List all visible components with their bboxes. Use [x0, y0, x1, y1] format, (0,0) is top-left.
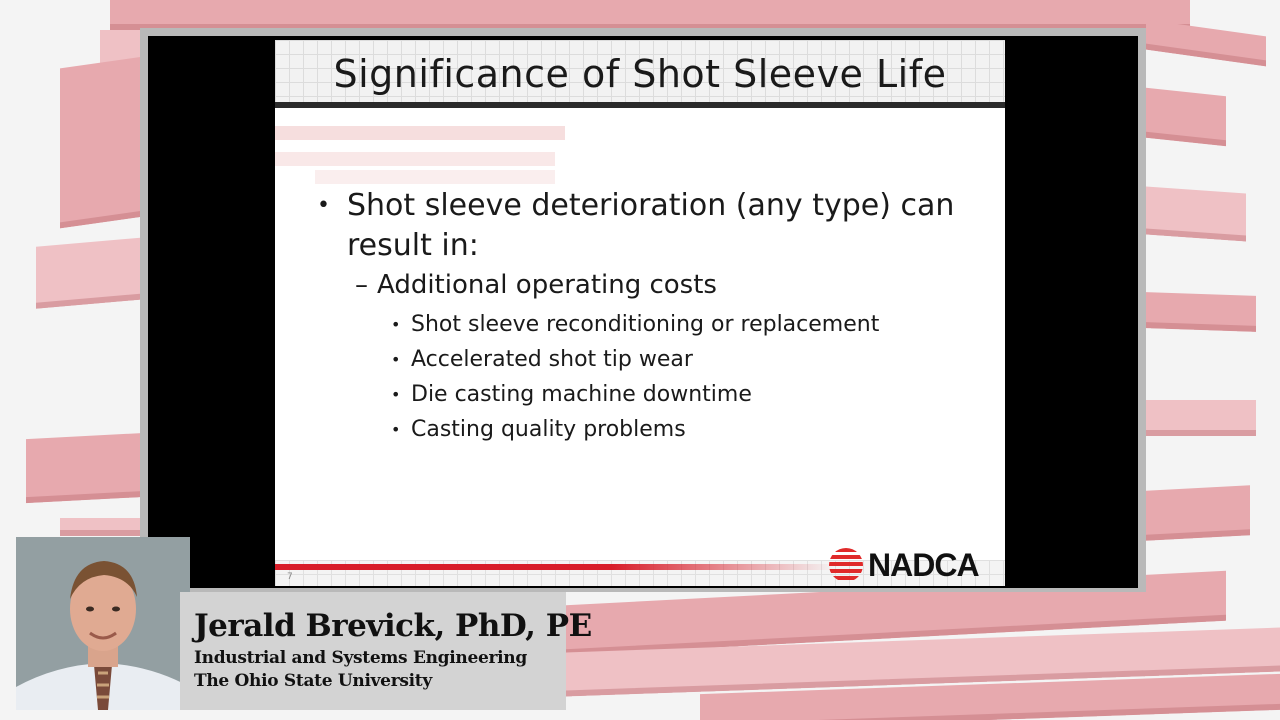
- presenter-portrait: [16, 537, 190, 710]
- bg-bar: [1146, 485, 1250, 540]
- presenter-university: The Ohio State University: [194, 671, 432, 691]
- bg-bar: [36, 237, 146, 309]
- bullet-text: Shot sleeve deterioration (any type) can result in:: [347, 188, 955, 263]
- item-text: Shot sleeve reconditioning or replacement: [411, 312, 880, 337]
- bg-bar: [1146, 187, 1246, 242]
- item-text: Die casting machine downtime: [411, 382, 752, 407]
- bg-bar: [1146, 20, 1266, 67]
- bg-bar: [60, 56, 150, 229]
- bullet-dot-icon: •: [391, 315, 401, 334]
- item-text: Casting quality problems: [411, 417, 686, 442]
- slide-title: Significance of Shot Sleeve Life: [333, 52, 947, 96]
- footer-accent-line: [275, 564, 835, 570]
- dash-icon: –: [355, 270, 368, 300]
- bg-bar: [110, 0, 1190, 30]
- bullet-dot-icon: •: [391, 350, 401, 369]
- page-number: 7: [287, 572, 293, 582]
- bullet-dot-icon: •: [391, 385, 401, 404]
- bg-bar: [1146, 400, 1256, 436]
- presenter-video: [16, 537, 190, 710]
- bg-bar: [1146, 88, 1226, 146]
- bg-bar: [60, 518, 150, 536]
- bullet-dot-icon: •: [391, 420, 401, 439]
- slide-decor-streak: [315, 170, 555, 184]
- presenter-name: Jerald Brevick, PhD, PE: [194, 608, 592, 644]
- presentation-slide: [275, 40, 1005, 586]
- slide-decor-streak: [275, 152, 555, 166]
- header-rule: [275, 102, 1005, 108]
- slide-decor-streak: [275, 126, 565, 140]
- item-text: Accelerated shot tip wear: [411, 347, 693, 372]
- sub-bullet-text: Additional operating costs: [377, 270, 717, 300]
- nadca-logo: [828, 547, 993, 583]
- presenter-nameplate: [180, 592, 592, 710]
- bg-bar: [1146, 292, 1256, 332]
- presenter-department: Industrial and Systems Engineering: [194, 648, 527, 668]
- bullet-dot-icon: •: [317, 193, 330, 218]
- bg-bar: [26, 433, 146, 503]
- logo-text: NADCA: [868, 547, 979, 583]
- nadca-striped-globe-icon: [828, 547, 864, 583]
